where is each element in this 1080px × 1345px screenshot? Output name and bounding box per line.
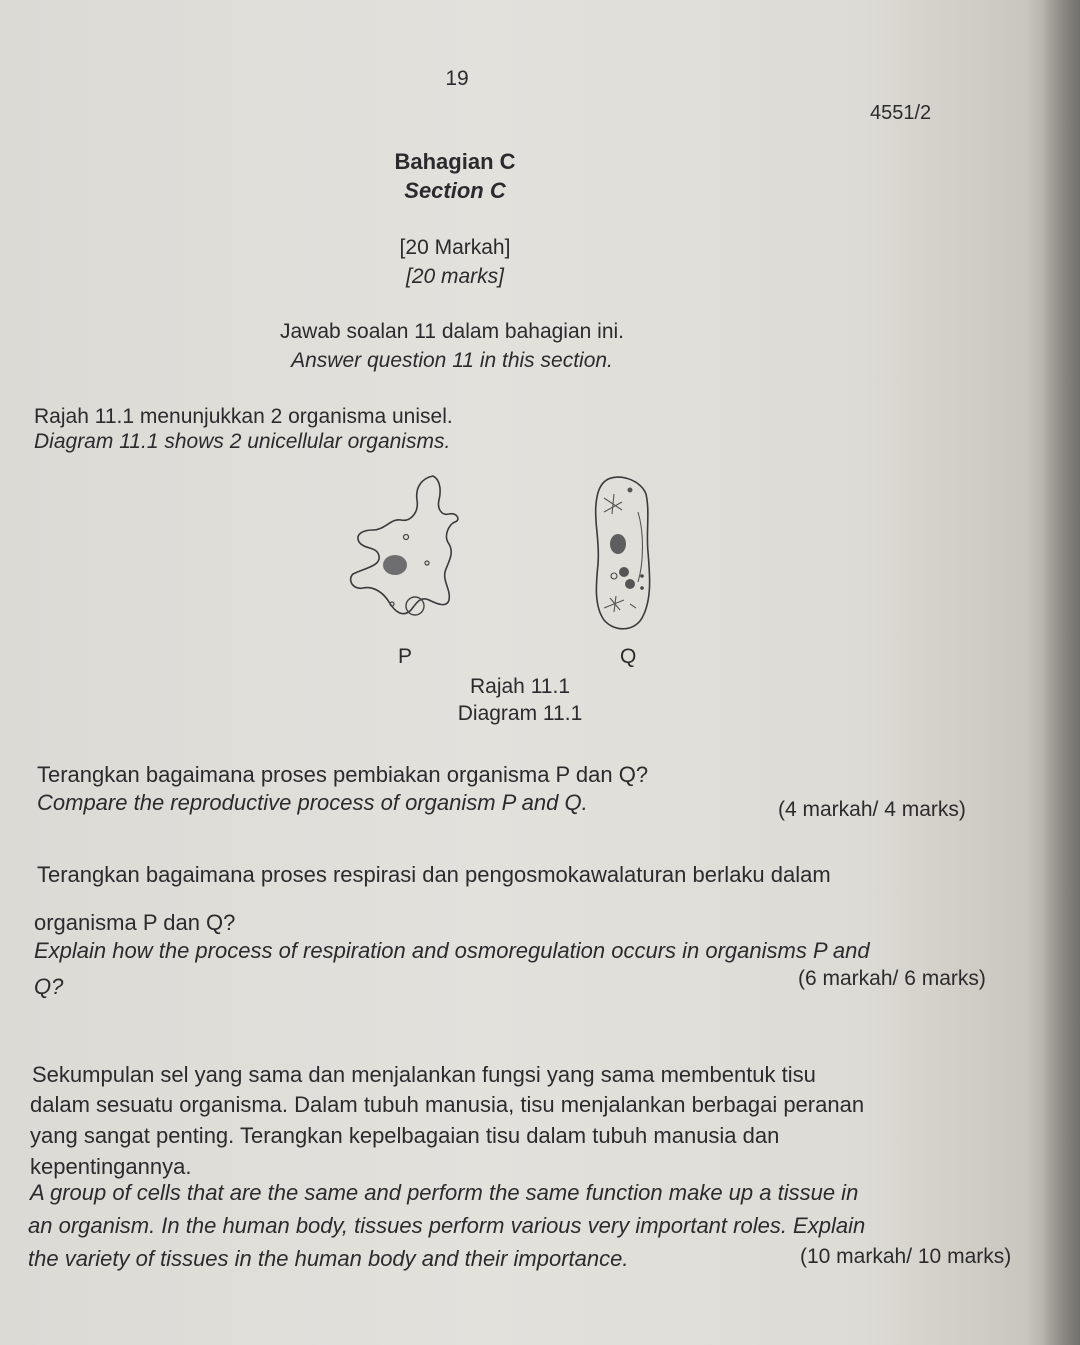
q3-text-en-line2: an organism. In the human body, tissues perform various very important roles. Explain — [28, 1213, 866, 1238]
q2-marks: (6 markah/ 6 marks) — [798, 967, 986, 990]
q3-text-bm-line3: yang sangat penting. Terangkan kepelbagaian tisu dalam tubuh manusia dan — [30, 1123, 780, 1148]
q3-text-bm-line1: Sekumpulan sel yang sama dan menjalankan fungsi yang sama membentuk tisu — [32, 1062, 816, 1087]
q2-text-bm-line1: Terangkan bagaimana proses respirasi dan pengosmokawalaturan berlaku dalam — [37, 862, 831, 887]
total-marks-en: [20 marks] — [405, 265, 505, 288]
label-organism-q: Q — [620, 645, 637, 668]
q2-text-en-line2: Q? — [34, 974, 64, 999]
q1-text-en: Compare the reproductive process of organism P and Q. — [37, 790, 588, 815]
instruction-en: Answer question 11 in this section. — [291, 349, 613, 372]
page-number: 19 — [445, 67, 469, 90]
q3-text-bm-line4: kepentingannya. — [30, 1154, 192, 1179]
q3-marks: (10 markah/ 10 marks) — [800, 1245, 1012, 1268]
organism-p-drawing — [345, 472, 465, 642]
instruction-bm: Jawab soalan 11 dalam bahagian ini. — [279, 320, 625, 343]
diagram-caption-en: Diagram 11.1 — [457, 702, 583, 725]
q3-text-en-line3: the variety of tissues in the human body and their importance. — [28, 1246, 629, 1271]
diagram-caption-bm: Rajah 11.1 — [469, 675, 571, 698]
q3-text-en-line1: A group of cells that are the same and perform the same function make up a tissue in — [30, 1180, 859, 1205]
total-marks-bm: [20 Markah] — [399, 236, 511, 259]
intro-bm: Rajah 11.1 menunjukkan 2 organisma unisel. — [34, 405, 453, 428]
q1-marks: (4 markah/ 4 marks) — [778, 798, 966, 821]
paper-code: 4551/2 — [870, 102, 932, 124]
section-title-en: Section C — [404, 178, 506, 203]
label-organism-p: P — [398, 645, 413, 668]
q2-text-bm-line2: organisma P dan Q? — [34, 910, 236, 935]
intro-en: Diagram 11.1 shows 2 unicellular organisms. — [34, 430, 451, 453]
organism-q-drawing — [590, 472, 660, 642]
q1-text-bm: Terangkan bagaimana proses pembiakan organisma P dan Q? — [37, 762, 649, 787]
q2-text-en-line1: Explain how the process of respiration and osmoregulation occurs in organisms P and — [34, 938, 870, 963]
page-edge-shadow — [1042, 0, 1080, 1345]
section-title-bm: Bahagian C — [394, 149, 516, 174]
q3-text-bm-line2: dalam sesuatu organisma. Dalam tubuh manusia, tisu menjalankan berbagai peranan — [30, 1092, 865, 1117]
